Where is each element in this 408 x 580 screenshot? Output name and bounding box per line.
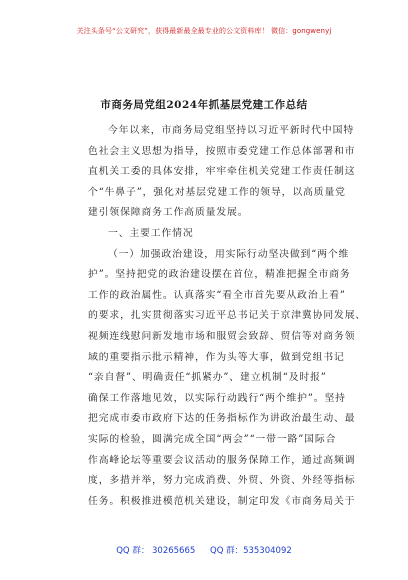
- paragraph-line: 今年以来，市商务局党组坚持以习近平新时代中国特: [108, 125, 355, 136]
- paragraph-line: 确保工作落地见效，以实际行动践行“两个维护”。坚持: [88, 392, 346, 404]
- paragraph-line: 直机关工委的具体安排，牢牢牵住机关党建工作责任制这: [88, 166, 356, 178]
- footer-qq-groups: [0, 544, 408, 556]
- paragraph-line: 的要求，扎实贯彻落实习近平总书记关于京津冀协同发展、: [88, 310, 367, 322]
- paragraph-line: 护”。坚持把党的政治建设摆在首位，精准把握全市商务: [88, 269, 351, 281]
- paragraph-line: 把完成市委市政府下达的任务指标作为讲政治最生动、最: [88, 413, 356, 425]
- document-body: [88, 121, 367, 512]
- paragraph-line: 视频连线慰问新发地市场和服贸会致辞、贸信等对商务领: [88, 330, 356, 342]
- paragraph-line: 个“牛鼻子”，强化对基层党建工作的领导，以高质量党: [88, 186, 346, 198]
- qq-group-2: QQ 群：535304092: [210, 546, 292, 556]
- paragraph-line: 作高峰论坛等重要会议活动的服务保障工作，通过高频调: [88, 454, 356, 466]
- paragraph-line: （一）加强政治建设，用实际行动坚决做到“两个维: [108, 248, 350, 260]
- paragraph-line: 一、主要工作情况: [108, 227, 194, 239]
- paragraph-line: 域的重要指示批示精神，作为头等大事，做到党组书记: [88, 351, 345, 363]
- paragraph-line: 工作的政治属性。认真落实“看全市首先要从政治上看”: [88, 289, 346, 301]
- paragraph-line: 建引领保障商务工作高质量发展。: [88, 207, 249, 219]
- qq-group-1: QQ 群： 30265665: [116, 546, 196, 556]
- paragraph-line: 度，多措并举，努力完成消费、外贸、外资、外经等指标: [88, 475, 356, 487]
- paragraph-line: “亲自督”、明确责任“抓紧办”、建立机制“及时报”: [88, 372, 327, 384]
- paragraph-line: 任务。积极推进模范机关建设，制定印发《市商务局关于: [88, 495, 356, 507]
- document-title: 市商务局党组2024年抓基层党建工作总结: [100, 99, 308, 111]
- paragraph-line: 实际的检验，圆满完成全国“两会”“一带一路”国际合: [88, 433, 337, 445]
- promo-banner: 关注头条号“公文研究”，获得最新最全最专业的公文资料库！ 微信：gongwenyj: [76, 27, 332, 35]
- paragraph-line: 色社会主义思想为指导，按照市委党建工作总体部署和市: [88, 145, 356, 157]
